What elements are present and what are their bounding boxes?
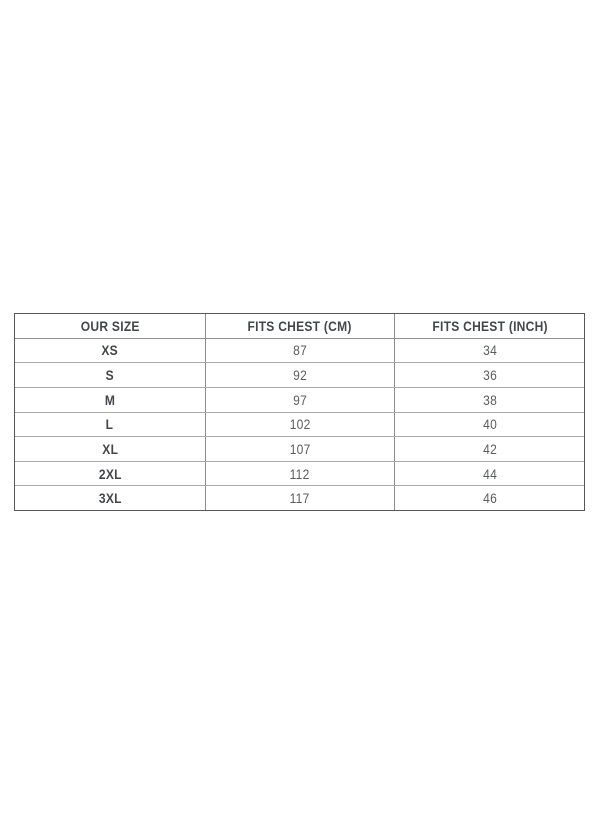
chest-cm-cell	[205, 339, 395, 363]
cell-text: 102	[289, 416, 311, 433]
cell-text: 46	[482, 490, 497, 507]
cell-text: L	[106, 416, 114, 433]
cell-text: 112	[290, 465, 310, 482]
cell-text: 117	[290, 490, 310, 507]
chest-cm-cell	[205, 486, 395, 510]
chest-inch-cell	[394, 413, 584, 437]
chest-inch-cell	[394, 437, 584, 461]
chest-cm-cell	[205, 462, 395, 486]
table-row-xs	[15, 338, 584, 363]
cell-text: M	[104, 391, 115, 408]
size-cell	[15, 437, 205, 461]
table-row-2xl	[15, 461, 584, 486]
chest-cm-cell	[205, 437, 395, 461]
table-row-s	[15, 362, 584, 387]
table-row-m	[15, 387, 584, 412]
size-cell	[15, 339, 205, 363]
size-cell	[15, 462, 205, 486]
cell-text: 2XL	[98, 465, 122, 482]
cell-text: 97	[293, 391, 307, 408]
table-row-xl	[15, 436, 584, 461]
header-text-our-size: OUR SIZE	[80, 317, 140, 334]
cell-text: XS	[101, 342, 119, 359]
cell-text: XL	[101, 440, 118, 457]
header-cell-fits-chest-inch	[394, 314, 584, 338]
size-cell	[15, 363, 205, 387]
chest-inch-cell	[394, 388, 584, 412]
chest-cm-cell	[205, 413, 395, 437]
cell-text: 42	[482, 440, 497, 457]
table-row-3xl	[15, 485, 584, 510]
chest-inch-cell	[394, 339, 584, 363]
cell-text: S	[105, 367, 114, 384]
chest-inch-cell	[394, 462, 584, 486]
size-chart-table	[14, 313, 585, 511]
cell-text: 38	[482, 391, 497, 408]
header-cell-our-size	[15, 314, 205, 338]
chest-cm-cell	[205, 363, 395, 387]
cell-text: 36	[482, 367, 497, 384]
cell-text: 44	[482, 465, 497, 482]
header-text-fits-chest-cm: FITS CHEST (CM)	[247, 317, 353, 334]
size-cell	[15, 388, 205, 412]
table-header-row	[15, 314, 584, 338]
chest-inch-cell	[394, 363, 584, 387]
cell-text: 107	[289, 440, 311, 457]
cell-text: 3XL	[98, 490, 122, 507]
header-cell-fits-chest-cm	[205, 314, 395, 338]
table-row-l	[15, 412, 584, 437]
cell-text: 87	[293, 342, 307, 359]
cell-text: 34	[482, 342, 497, 359]
cell-text: 92	[293, 367, 307, 384]
cell-text: 40	[482, 416, 497, 433]
header-text-fits-chest-inch: FITS CHEST (INCH)	[431, 317, 548, 334]
size-cell	[15, 486, 205, 510]
chest-inch-cell	[394, 486, 584, 510]
size-cell	[15, 413, 205, 437]
chest-cm-cell	[205, 388, 395, 412]
